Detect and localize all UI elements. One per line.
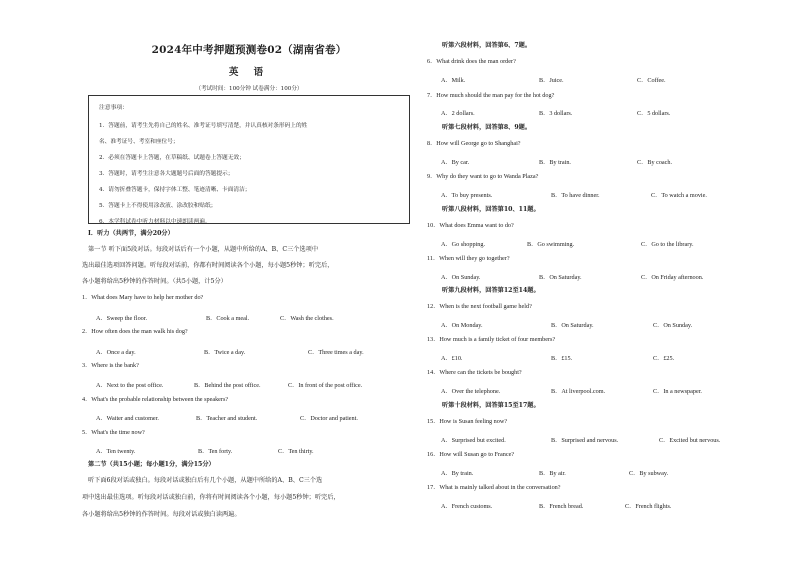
part1-intro-line: 各小题将给出5秒钟的作答时间。（共5小题，计5分） (82, 278, 227, 285)
option-c: C．Wash the clothes. (280, 315, 334, 322)
option-c: C．In a newspaper. (653, 388, 702, 395)
exam-info: （考试时间：100分钟 试卷满分：100分） (195, 86, 303, 92)
option-a: A．By train. (441, 470, 474, 477)
question-text: 11．When will they go together? (427, 255, 510, 262)
notice-line: 6．本学科试卷中听力材料以中速朗读两遍。 (99, 219, 211, 225)
option-c: C．Excited but nervous. (659, 437, 721, 444)
part1-intro-line: 选出最佳选项回答问题。听每段对话前，你都有时间阅读各个小题，每小题5秒钟；听完后， (82, 262, 334, 269)
question-text: 4．What's the probable relationship between the speakers? (82, 396, 229, 403)
question-text: 7．How much should the man pay for the hot dog? (427, 92, 555, 99)
option-b: B．On Saturday. (551, 322, 594, 329)
option-a: A．2 dollars. (441, 110, 475, 117)
option-b: B．3 dollars. (539, 110, 573, 117)
option-c: C．By subway. (629, 470, 669, 477)
option-a: A．Milk. (441, 77, 466, 84)
group-heading: 听第十段材料，回答第15至17题。 (442, 402, 540, 409)
notice-line: 5．答题卡上不得使用涂改液、涂改胶和贴纸； (99, 203, 217, 209)
option-b: B．At liverpool.com. (551, 388, 606, 395)
option-a: A．By car. (441, 159, 470, 166)
option-b: B．Ten forty. (198, 448, 233, 455)
notice-line: 名、准考证号、考室和座位号； (99, 139, 179, 145)
option-c: C．French flights. (625, 503, 672, 510)
option-c: C．Go to the library. (641, 241, 694, 248)
option-a: A．French customs. (441, 503, 493, 510)
option-b: B．Go swimming. (527, 241, 575, 248)
question-text: 10．What does Emma want to do? (427, 222, 514, 229)
part2-intro-line: 各小题将给出5秒钟的作答时间。每段对话或独白读两遍。 (82, 511, 241, 518)
option-b: B．French bread. (539, 503, 584, 510)
option-a: A．Next to the post office. (96, 382, 164, 389)
section-title: Ⅰ．听力（共两节，满分20分） (88, 230, 174, 237)
group-heading: 听第八段材料，回答第10、11题。 (442, 206, 540, 213)
option-c: C．In front of the post office. (288, 382, 363, 389)
option-c: C．£25. (653, 355, 675, 362)
option-a: A．To buy presents. (441, 192, 493, 199)
question-text: 6．What drink does the man order? (427, 58, 516, 65)
question-text: 9．Why do they want to go to Wanda Plaza? (427, 173, 539, 180)
option-c: C．To watch a movie. (651, 192, 707, 199)
subject-title: 英 语 (228, 67, 270, 78)
option-b: B．Surprised and nervous. (551, 437, 619, 444)
option-b: B．£15. (551, 355, 573, 362)
option-c: C．5 dollars. (637, 110, 671, 117)
notice-box (88, 95, 410, 224)
question-text: 17．What is mainly talked about in the conversation? (427, 484, 561, 491)
notice-line: 1．答题前，请考生先将自己的姓名、准考证号填写清楚，并认真核对条形码上的姓 (99, 123, 308, 129)
option-c: C．Coffee. (637, 77, 666, 84)
option-b: B．Juice. (539, 77, 564, 84)
option-a: A．Once a day. (96, 349, 136, 356)
question-text: 2．How often does the man walk his dog? (82, 328, 188, 335)
part2-intro-line: 项中选出最佳选项。听每段对话或独白前，你将有时间阅读各个小题，每小题5秒钟；听完后， (82, 494, 340, 501)
option-a: A．Over the telephone. (441, 388, 501, 395)
part2-title: 第二节（共15小题；每小题1分，满分15分） (88, 461, 215, 468)
option-b: B．Teacher and student. (196, 415, 258, 422)
option-c: C．Ten thirty. (278, 448, 314, 455)
option-c: C．Three times a day. (308, 349, 364, 356)
notice-heading: 注意事项： (99, 105, 128, 111)
option-c: C．On Friday afternoon. (641, 274, 704, 281)
option-b: B．Behind the post office. (194, 382, 261, 389)
group-heading: 听第七段材料，回答第8、9题。 (442, 124, 532, 131)
question-text: 12．When is the next football game held? (427, 303, 532, 310)
option-a: A．Go shopping. (441, 241, 486, 248)
group-heading: 听第六段材料，回答第6、7题。 (442, 42, 532, 49)
notice-line: 2．必须在答题卡上答题，在草稿纸、试题卷上答题无效； (99, 155, 245, 161)
option-a: A．Surprised but excited. (441, 437, 506, 444)
option-b: B．By train. (539, 159, 571, 166)
option-a: A．Ten twenty. (96, 448, 136, 455)
question-text: 14．Where can the tickets be bought? (427, 369, 522, 376)
group-heading: 听第九段材料，回答第12至14题。 (442, 287, 540, 294)
part1-intro-line: 第一节 听下面5段对话。每段对话后有一个小题，从题中所给的A、B、C三个选项中 (88, 246, 319, 253)
exam-title: 2024年中考押题预测卷02（湖南省卷） (151, 44, 347, 56)
question-text: 3．Where is the bank? (82, 362, 139, 369)
notice-line: 3．答题时，请考生注意各大题题号后面的答题提示； (99, 171, 234, 177)
part2-intro-line: 听下面6段对话或独白。每段对话或独白后有几个小题，从题中所给的A、B、C三个选 (88, 477, 323, 484)
option-a: A．Sweep the floor. (96, 315, 148, 322)
option-b: B．By air. (539, 470, 566, 477)
option-c: C．On Sunday. (653, 322, 693, 329)
question-text: 8．How will George go to Shanghai? (427, 140, 521, 147)
question-text: 13．How much is a family ticket of four members? (427, 336, 556, 343)
option-a: A．£10. (441, 355, 463, 362)
option-c: C．By coach. (637, 159, 673, 166)
option-b: B．Twice a day. (204, 349, 246, 356)
option-b: B．Cook a meal. (206, 315, 250, 322)
option-b: B．To have dinner. (551, 192, 600, 199)
question-text: 16．How will Susan go to France? (427, 451, 515, 458)
option-a: A．On Monday. (441, 322, 483, 329)
option-a: A．Waiter and customer. (96, 415, 159, 422)
question-text: 15．How is Susan feeling now? (427, 418, 508, 425)
option-a: A．On Sunday. (441, 274, 481, 281)
option-c: C．Doctor and patient. (300, 415, 358, 422)
question-text: 1．What does Mary have to help her mother do? (82, 294, 204, 301)
question-text: 5．What's the time now? (82, 429, 145, 436)
option-b: B．On Saturday. (539, 274, 582, 281)
notice-line: 4．请勿折叠答题卡，保持字体工整、笔迹清晰、卡面清洁； (99, 187, 251, 193)
